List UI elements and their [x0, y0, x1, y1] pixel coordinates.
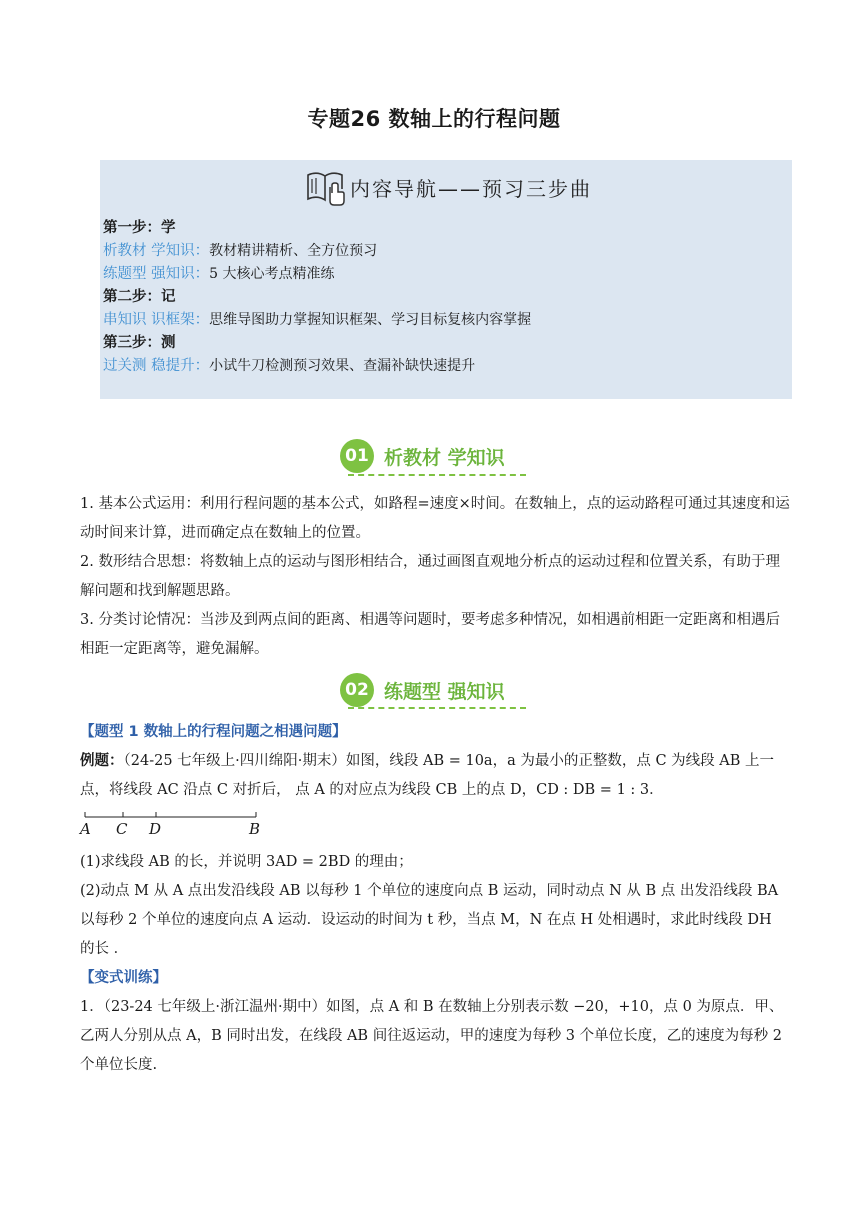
- book-pointer-icon: [304, 167, 348, 207]
- key-point: 2. 数形结合思想：将数轴上点的运动与图形相结合，通过画图直观地分析点的运动过程和位置关系，有助于理解问题和找到解题思路。: [80, 554, 780, 599]
- question-2-line: 以每秒 2 个单位的速度向点 A 运动．设运动的时间为 t 秒，当点 M，N 在点 H 处相遇时，求此时线段 DH: [80, 912, 772, 928]
- section-heading-01: [340, 438, 505, 474]
- section-title: 析教材 学知识: [384, 446, 505, 469]
- content-navigation-box: [100, 160, 792, 399]
- segment-diagram: [80, 808, 270, 842]
- variant-line: 1．（23-24 七年级上·浙江温州·期中）如图，点 A 和 B 在数轴上分别表示数 −20，+10，点 0 为原点．甲、: [80, 999, 784, 1015]
- point-label-b: B: [249, 820, 261, 838]
- nav-item-text: 小试牛刀检测预习效果、查漏补缺快速提升: [209, 358, 476, 374]
- nav-item: [103, 309, 531, 332]
- nav-item-text: 5 大核心考点精准练: [209, 266, 335, 282]
- variant-line: 乙两人分别从点 A，B 同时出发，在线段 AB 间往返运动，甲的速度为每秒 3 个单位长度，乙的速度为每秒 2: [80, 1028, 782, 1044]
- nav-item-text: 教材精讲精析、全方位预习: [209, 243, 378, 259]
- example-label: 例题：: [80, 753, 124, 769]
- variant-heading: 【变式训练】: [80, 970, 167, 986]
- point-label-c: C: [116, 820, 128, 838]
- nav-item-label: 过关测 稳提升：: [103, 358, 210, 374]
- section-heading-02: [340, 672, 505, 708]
- point-label-d: D: [149, 820, 162, 838]
- nav-item-label: 串知识 识框架：: [103, 312, 210, 328]
- step-3-label: 第三步：测: [103, 335, 176, 351]
- section-title: 练题型 强知识: [384, 680, 505, 703]
- nav-item: [103, 240, 531, 263]
- section-number-badge: 02: [340, 673, 374, 707]
- nav-item-label: 练题型 强知识：: [103, 266, 210, 282]
- key-point: 3. 分类讨论情况：当涉及到两点间的距离、相遇等问题时，要考虑多种情况，如相遇前相距一定距离和相遇后相距一定距离等，避免漏解。: [80, 612, 780, 657]
- key-point: 1. 基本公式运用：利用行程问题的基本公式，如路程=速度×时间。在数轴上，点的运动路程可通过其速度和运动时间来计算，进而确定点在数轴上的位置。: [80, 496, 790, 541]
- example-block-bottom: [80, 848, 792, 1080]
- step-1-label: 第一步：学: [103, 220, 176, 236]
- example-line: [80, 747, 792, 776]
- example-line: 点，将线段 AC 沿点 C 对折后， 点 A 的对应点为线段 CB 上的点 D，CD : DB = 1 : 3．: [80, 782, 664, 798]
- example-text: （24-25 七年级上·四川绵阳·期末）如图，线段 AB = 10a，a 为最小的正整数，点 C 为线段 AB 上一: [123, 753, 774, 769]
- nav-header-text: 内容导航——预习三步曲: [350, 176, 592, 201]
- point-label-a: A: [80, 820, 91, 838]
- key-points: [80, 490, 792, 664]
- nav-item-label: 析教材 学知识：: [103, 243, 210, 259]
- dashed-divider: [348, 474, 526, 476]
- step-2-label: 第二步：记: [103, 289, 176, 305]
- variant-line: 个单位长度.: [80, 1057, 158, 1073]
- question-1: (1)求线段 AB 的长，并说明 3AD = 2BD 的理由；: [80, 854, 413, 870]
- dashed-divider: [348, 707, 526, 709]
- question-2-line: 的长 ．: [80, 941, 129, 957]
- nav-item: [103, 355, 531, 378]
- nav-header: [304, 167, 592, 207]
- question-type-heading: 【题型 1 数轴上的行程问题之相遇问题】: [80, 724, 347, 740]
- nav-item-text: 思维导图助力掌握知识框架、学习目标复核内容掌握: [209, 312, 532, 328]
- nav-item: [103, 263, 531, 286]
- page-title: 专题26 数轴上的行程问题: [307, 107, 561, 131]
- example-block-top: [80, 718, 792, 805]
- section-number-badge: 01: [340, 439, 374, 473]
- question-2-line: (2)动点 M 从 A 点出发沿线段 AB 以每秒 1 个单位的速度向点 B 运动，同时动点 N 从 B 点 出发沿线段 BA: [80, 883, 779, 899]
